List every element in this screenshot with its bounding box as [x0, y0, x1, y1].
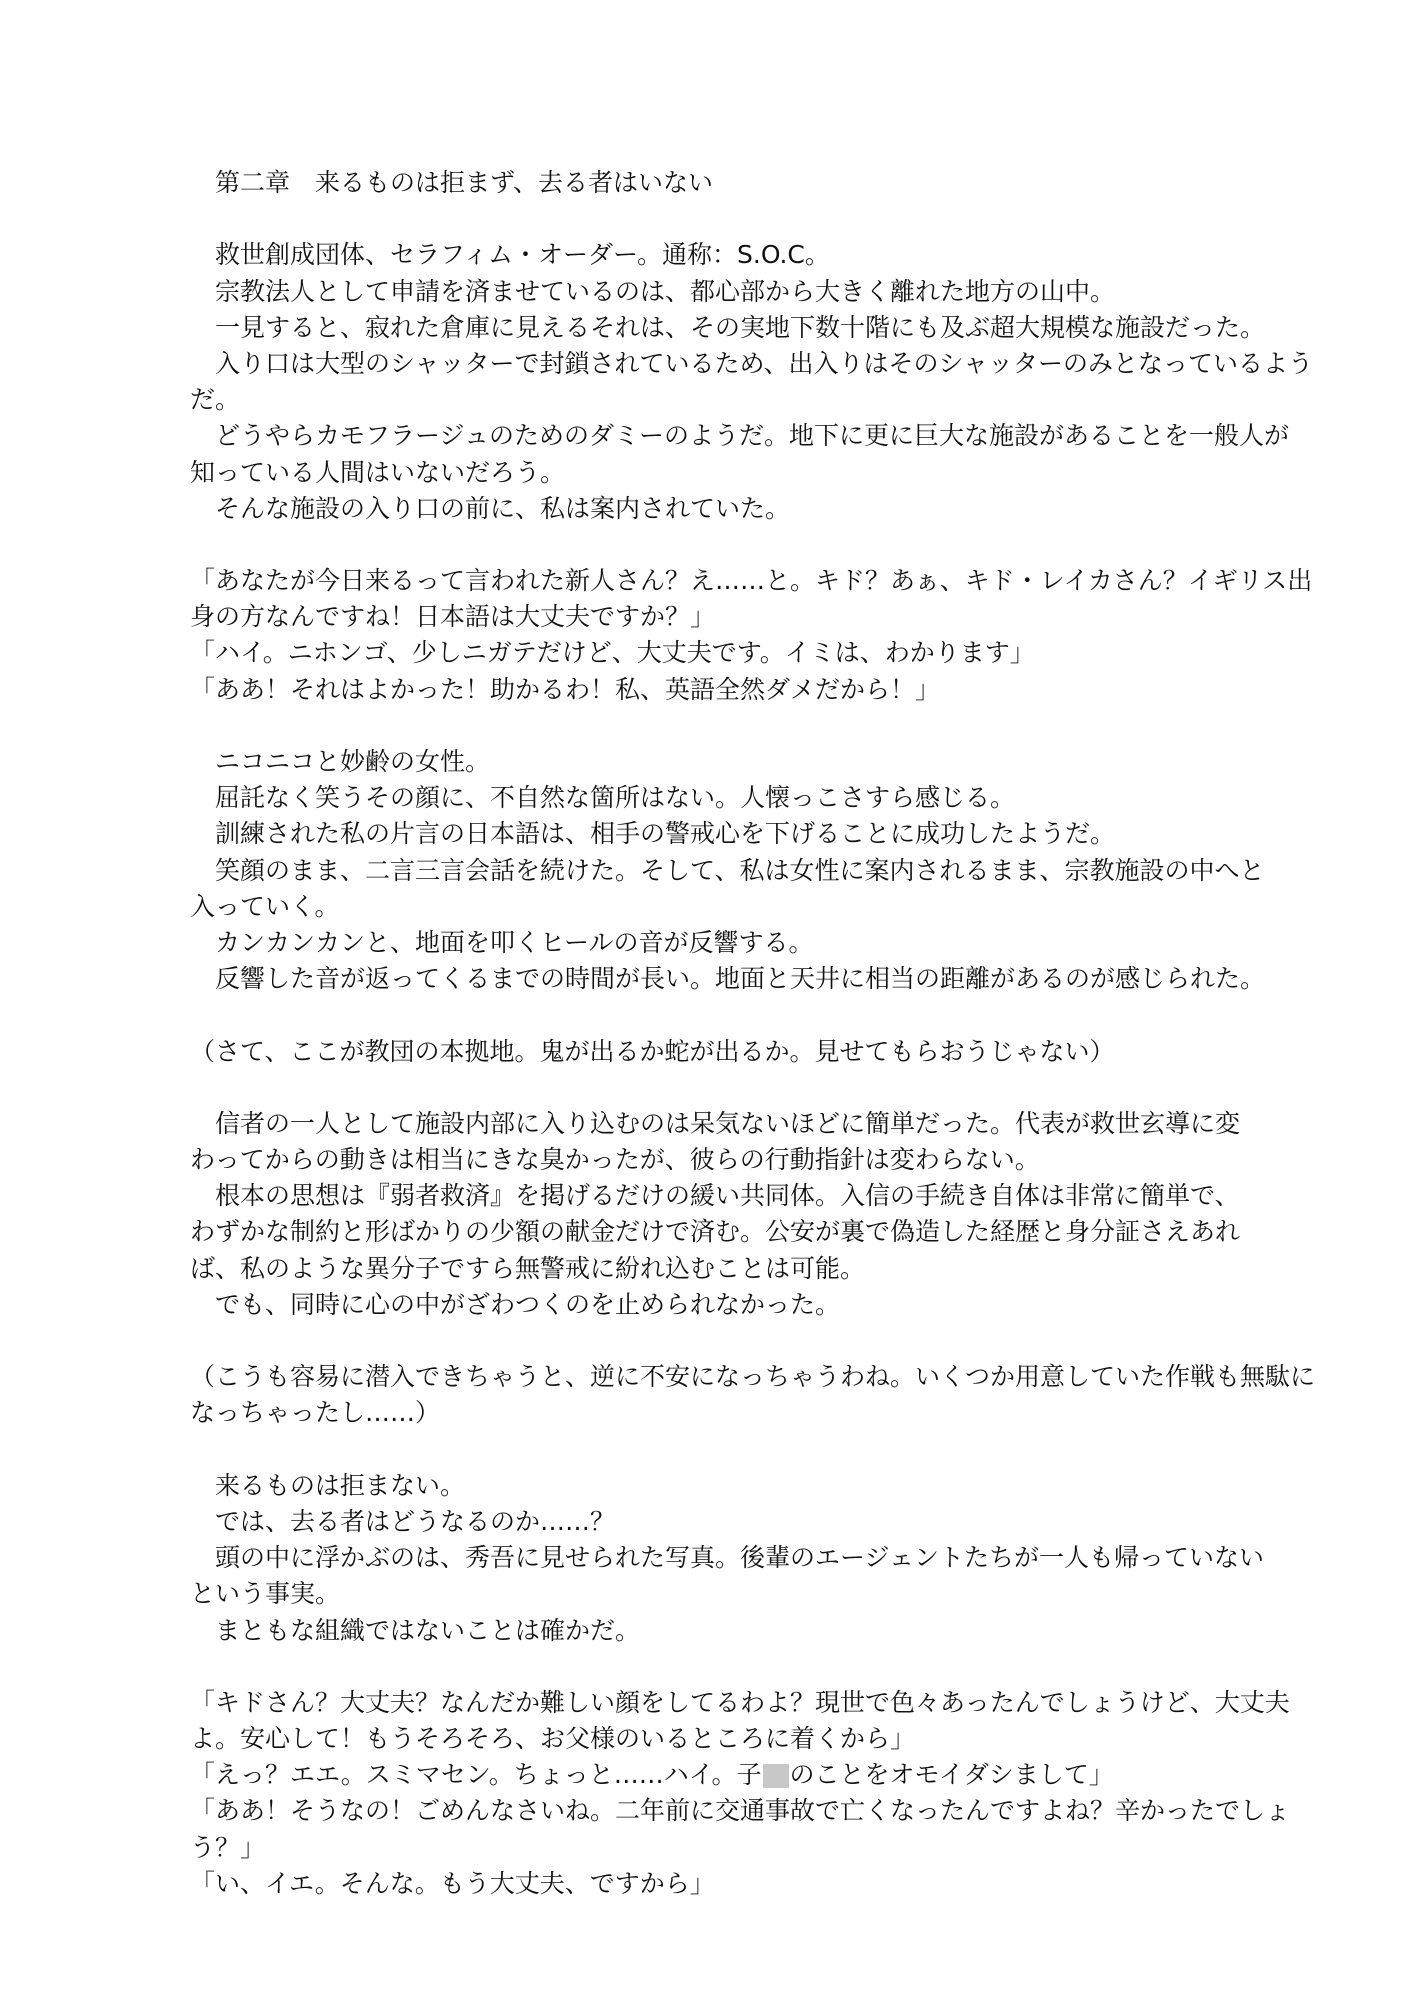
blank-line: [190, 1070, 1250, 1106]
blank-line: [190, 1649, 1250, 1685]
paragraph-line: そんな施設の入り口の前に、私は案内されていた。: [190, 493, 791, 523]
manuscript-body: [190, 165, 1316, 1902]
dialogue-line: 「ああ！そうなの！ごめんなさいね。二年前に交通事故で亡くなったんですよね？辛かったでしょ: [190, 1796, 1291, 1826]
dialogue-line-redacted: [190, 1757, 1250, 1793]
paragraph-line: ば、私のような異分子ですら無警戒に紛れ込むことは可能。: [190, 1253, 866, 1283]
paragraph-line: でも、同時に心の中がざわつくのを止められなかった。: [190, 1289, 841, 1319]
paragraph-line: 一見すると、寂れた倉庫に見えるそれは、その実地下数十階にも及ぶ超大規模な施設だった。: [190, 312, 1266, 342]
paragraph-line: では、去る者はどうなるのか……？: [190, 1506, 616, 1536]
paragraph-line: 屈託なく笑うその顔に、不自然な箇所はない。人懐っこさすら感じる。: [190, 783, 1016, 813]
paragraph-line: 訓練された私の片言の日本語は、相手の警戒心を下げることに成功したようだ。: [190, 819, 1116, 849]
dialogue-line: 「い、イエ。そんな。もう大丈夫、ですから」: [190, 1868, 715, 1898]
dialogue-text-after-redaction: のことをオモイダシまして」: [789, 1760, 1114, 1790]
paragraph-line: わずかな制約と形ばかりの少額の献金だけで済む。公安が裏で偽造した経歴と身分証さえあれ: [190, 1217, 1241, 1247]
paragraph-line: 根本の思想は『弱者救済』を掲げるだけの緩い共同体。入信の手続き自体は非常に簡単で、: [190, 1181, 1240, 1211]
paragraph-line: 知っている人間はいないだろう。: [190, 457, 566, 487]
thought-line: （こうも容易に潜入できちゃうと、逆に不安になっちゃうわね。いくつか用意していた作戦も無駄に: [190, 1362, 1316, 1392]
dialogue-line: よ。安心して！もうそろそろ、お父様のいるところに着くから」: [190, 1724, 916, 1754]
paragraph-line: という事実。: [190, 1579, 341, 1609]
blank-line: [190, 201, 1250, 237]
dialogue-text-before-redaction: 「えっ？エエ。スミマセン。ちょっと……ハイ。子: [190, 1760, 762, 1790]
paragraph-line: カンカンカンと、地面を叩くヒールの音が反響する。: [190, 927, 814, 957]
paragraph-line: 頭の中に浮かぶのは、秀吾に見せられた写真。後輩のエージェントたちが一人も帰っていない: [190, 1543, 1265, 1573]
blank-line: [190, 997, 1250, 1033]
dialogue-line: 身の方なんですね！日本語は大丈夫ですか？」: [190, 602, 716, 632]
dialogue-line: 「あなたが今日来るって言われた新人さん？え……と。キド？あぁ、キド・レイカさん？イギリス出: [190, 566, 1313, 596]
thought-line: （さて、ここが教団の本拠地。鬼が出るか蛇が出るか。見せてもらおうじゃない）: [190, 1036, 1115, 1066]
dialogue-line: う？」: [190, 1832, 266, 1862]
blank-line: [190, 527, 1250, 563]
blank-line: [190, 1432, 1250, 1468]
paragraph-line: 反響した音が返ってくるまでの時間が長い。地面と天井に相当の距離があるのが感じられた。: [190, 964, 1266, 994]
paragraph-line: 宗教法人として申請を済ませているのは、都心部から大きく離れた地方の山中。: [190, 276, 1116, 306]
redaction-block: [763, 1764, 789, 1788]
paragraph-line: 笑顔のまま、二言三言会話を続けた。そして、私は女性に案内されるまま、宗教施設の中へと: [190, 855, 1265, 885]
paragraph-line: だ。: [190, 385, 241, 415]
paragraph-line: 入っていく。: [190, 891, 340, 921]
dialogue-line: 「ああ！それはよかった！助かるわ！私、英語全然ダメだから！」: [190, 674, 941, 704]
thought-line: なっちゃったし……）: [190, 1398, 441, 1428]
paragraph-line: 入り口は大型のシャッターで封鎖されているため、出入りはそのシャッターのみとなっているよう: [190, 348, 1314, 378]
paragraph-line: 救世創成団体、セラフィム・オーダー。通称：S.O.C。: [190, 240, 830, 270]
dialogue-line: 「ハイ。ニホンゴ、少しニガテだけど、大丈夫です。イミは、わかります」: [190, 638, 1035, 668]
paragraph-line: わってからの動きは相当にきな臭かったが、彼らの行動指針は変わらない。: [190, 1145, 1040, 1175]
paragraph-line: どうやらカモフラージュのためのダミーのようだ。地下に更に巨大な施設があることを一般人が: [190, 421, 1290, 451]
paragraph-line: 信者の一人として施設内部に入り込むのは呆気ないほどに簡単だった。代表が救世玄導に変: [190, 1108, 1241, 1138]
paragraph-line: ニコニコと妙齢の女性。: [190, 747, 491, 776]
blank-line: [190, 708, 1250, 744]
paragraph-line: 来るものは拒まない。: [190, 1470, 466, 1500]
chapter-title: 第二章 来るものは拒まず、去る者はいない: [190, 168, 714, 197]
blank-line: [190, 1323, 1250, 1359]
paragraph-line: まともな組織ではないことは確かだ。: [190, 1615, 641, 1645]
dialogue-line: 「キドさん？大丈夫？なんだか難しい顔をしてるわよ？現世で色々あったんでしょうけど、大丈夫: [190, 1687, 1290, 1717]
